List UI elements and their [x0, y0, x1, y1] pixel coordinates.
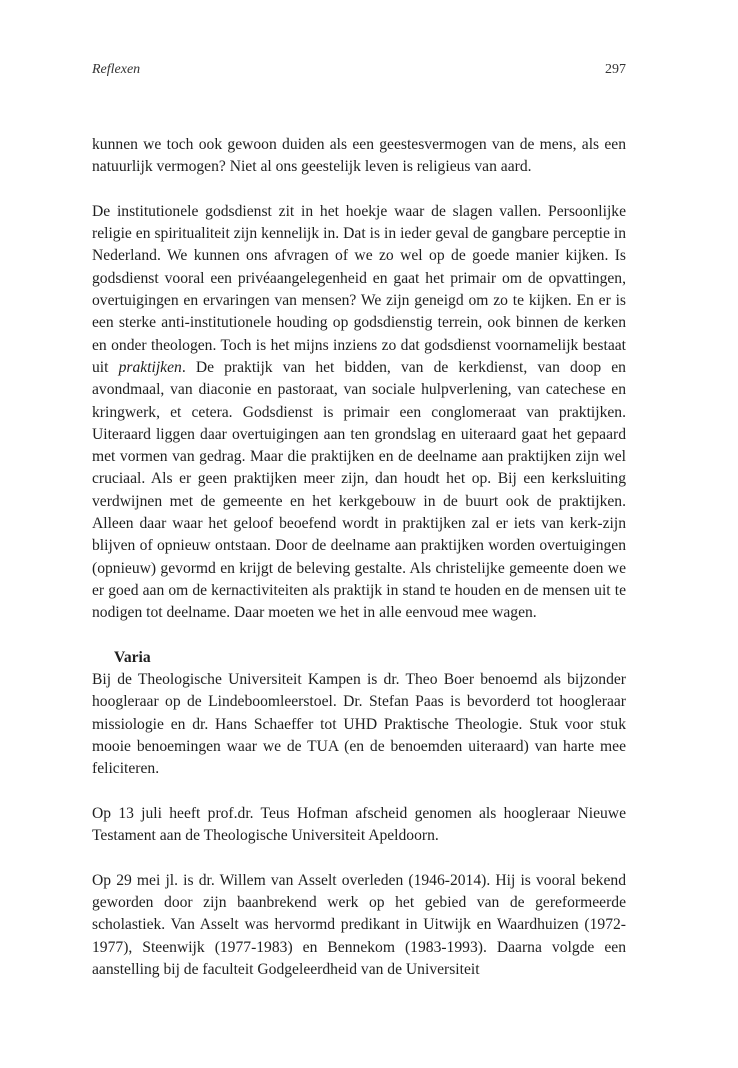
paragraph-hofman: Op 13 juli heeft prof.dr. Teus Hofman afscheid genomen als hoogleraar Nieuwe Testament aan de Theologische Universiteit Apeldoorn.: [92, 804, 626, 845]
paragraph-gap: [92, 625, 626, 647]
emphasis-praktijken: praktijken: [118, 358, 182, 376]
paragraph-kampen: Bij de Theologische Universiteit Kampen is dr. Theo Boer benoemd als bijzonder hoogleraar op de Lindeboomleerstoel. Dr. Stefan Paas is bevorderd tot hoogleraar missiologie en dr. Hans Schaeffer tot UHD Praktische Theologie. Stuk voor stuk mooie benoemingen waar we de TUA (en de benoemden uiteraard) van harte mee feliciteren.: [92, 671, 626, 778]
running-header: [92, 60, 626, 80]
paragraph-continuation: kunnen we toch ook gewoon duiden als een geestesvermogen van de mens, als een natuurlijk vermogen? Niet al ons geestelijk leven is religieus van aard.: [92, 136, 626, 176]
paragraph-gap: [92, 179, 626, 201]
body-text: [92, 134, 626, 981]
paragraph-text: . De praktijk van het bidden, van de kerkdienst, van doop en avondmaal, van diaconie en pastoraat, van sociale hulpverlening, van catechese en kringwerk, et cetera. Godsdienst is primair een conglomeraat van praktijken. Uiteraard liggen daar overtuigingen aan ten grondslag en uiteraard gaat het gepaard met vormen van gedrag. Maar die praktijken en de deelname aan praktijken zijn wel cruciaal. Als er geen praktijken meer zijn, dan houdt het op. Bij een kerksluiting verdwijnen met de gemeente en het kerkgebouw in de buurt ook de praktijken. Alleen daar waar het geloof beoefend wordt in praktijken zal er iets van kerk-zijn blijven of opnieuw ontstaan. Door de deelname aan praktijken worden overtuigingen (opnieuw) gevormd en krijgt de beleving gestalte. Als christelijke gemeente doen we er goed aan om de kernactiviteiten als praktijk in stand te houden en de mensen uit te nodigen tot deelname. Daar moeten we het in alle eenvoud mee wagen.: [92, 358, 626, 622]
paragraph-gap: [92, 848, 626, 870]
section-heading-varia: Varia: [114, 648, 151, 666]
paragraph-text: De institutionele godsdienst zit in het hoekje waar de slagen vallen. Persoonlijke religie en spiritualiteit zijn kennelijk in. Dat is in ieder geval de gangbare perceptie in Nederland. We kunnen ons afvragen of we zo wel op de goede manier kijken. Is godsdienst vooral een privéaangelegenheid en gaat het primair om de opvattingen, overtuigingen en ervaringen van mensen? We zijn geneigd om zo te kijken. En er is een sterke anti-institutionele houding op godsdienstig terrein, ook binnen de kerken en onder theologen. Toch is het mijns inziens zo dat godsdienst voornamelijk bestaat uit: [92, 202, 626, 376]
paragraph-van-asselt: Op 29 mei jl. is dr. Willem van Asselt overleden (1946-2014). Hij is vooral bekend geworden door zijn baanbrekend werk op het gebied van de gereformeerde scholastiek. Van Asselt was hervormd predikant in Uitwijk en Waardhuizen (1972-1977), Steenwijk (1977-1983) en Bennekom (1983-1993). Daarna volgde een aanstelling bij de faculteit Godgeleerdheid van de Universiteit: [92, 871, 626, 978]
document-page: [92, 60, 626, 981]
running-title: Reflexen: [92, 62, 141, 77]
paragraph-gap: [92, 781, 626, 803]
page-number: 297: [605, 62, 626, 77]
paragraph-praktijken: [92, 201, 626, 625]
